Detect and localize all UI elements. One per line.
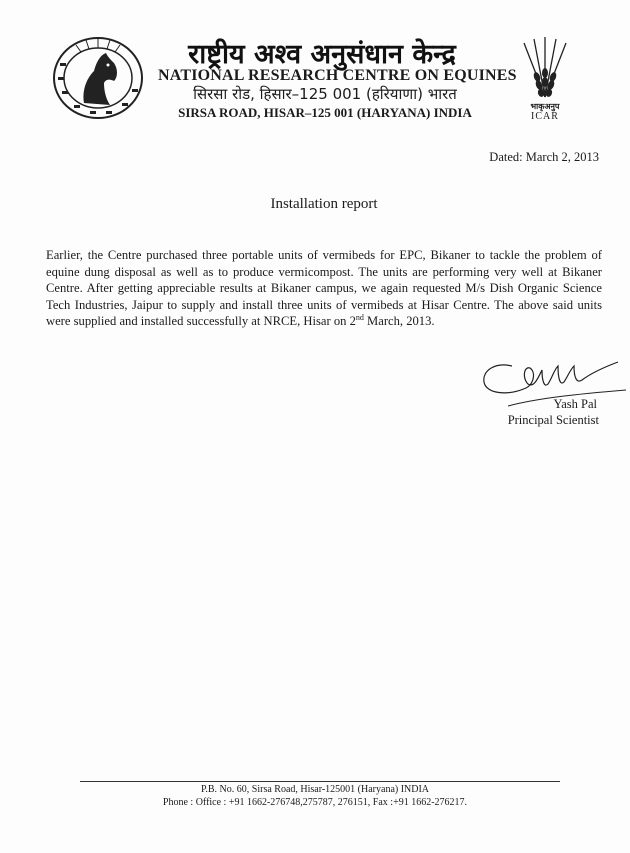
nrce-horse-emblem-icon bbox=[48, 33, 148, 123]
paragraph-line: Centre. After getting appreciable results at Bikaner campus, we again requested M/s Dish Organic Science bbox=[46, 281, 602, 295]
last-line-date: March, 2013. bbox=[363, 314, 435, 328]
report-paragraph bbox=[46, 247, 602, 330]
institute-address-english: SIRSA ROAD, HISAR–125 001 (HARYANA) INDIA bbox=[178, 105, 472, 120]
paragraph-line: equine dung disposal as well as to produce vermicompost. The units are performing very well at Bikaner bbox=[46, 264, 602, 279]
institute-address-hindi: सिरसा रोड, हिसार–125 001 (हरियाणा) भारत bbox=[193, 85, 457, 103]
institute-name-hindi: राष्ट्रीय अश्व अनुसंधान केन्द्र bbox=[188, 39, 456, 70]
footer-divider bbox=[80, 781, 560, 782]
ordinal-suffix: nd bbox=[355, 312, 364, 322]
report-title: Installation report bbox=[270, 196, 378, 212]
letter-date: Dated: March 2, 2013 bbox=[489, 150, 599, 164]
footer-contact: Phone : Office : +91 1662-276748,275787, 276151, Fax :+91 1662-276217. bbox=[162, 797, 468, 808]
paragraph-line: Earlier, the Centre purchased three portable units of vermibeds for EPC, Bikaner to tackle the problem of bbox=[46, 248, 602, 262]
signatory-name: Yash Pal bbox=[553, 397, 597, 411]
icar-label: ICAR bbox=[531, 111, 559, 122]
paragraph-line: Tech Industries, Jaipur to supply and install three units of vermibeds at Hisar Centre. The above said units bbox=[46, 297, 602, 312]
institute-name-english: NATIONAL RESEARCH CENTRE ON EQUINES bbox=[158, 67, 517, 84]
icar-hindi-label: भाकृअनुप bbox=[530, 102, 560, 111]
paragraph-line-last bbox=[46, 313, 602, 330]
signatory-designation: Principal Scientist bbox=[507, 413, 599, 427]
footer-address: P.B. No. 60, Sirsa Road, Hisar-125001 (Haryana) INDIA bbox=[200, 784, 430, 795]
last-line-text: were supplied and installed successfully at NRCE, Hisar on 2 bbox=[46, 314, 356, 328]
